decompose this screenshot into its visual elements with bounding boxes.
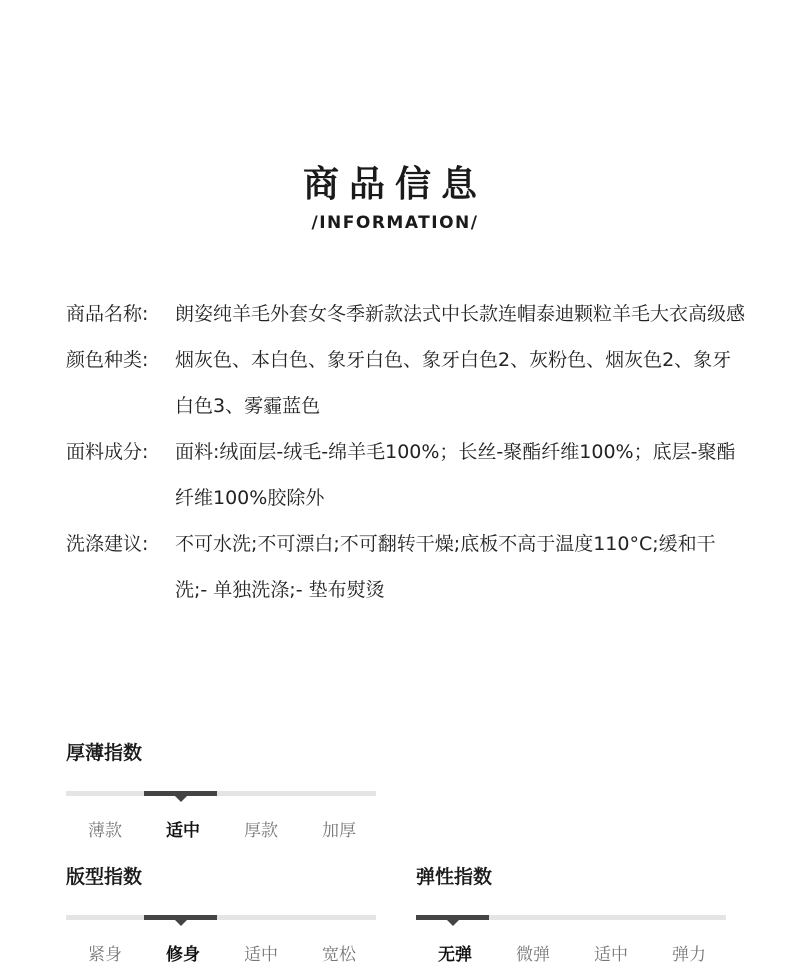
info-label: 面料成分: <box>66 441 149 463</box>
info-label: 颜色种类: <box>66 349 149 371</box>
elasticity-index-marker <box>416 915 489 920</box>
fit-option: 修身 <box>166 945 200 965</box>
fit-index-options <box>66 940 376 966</box>
thickness-index <box>66 740 376 842</box>
fit-index-title: 版型指数 <box>66 866 143 888</box>
info-label: 洗涤建议: <box>66 533 149 555</box>
elasticity-index-options <box>416 940 726 966</box>
thickness-index-title: 厚薄指数 <box>66 742 143 764</box>
info-value: 面料:绒面层-绒毛-绵羊毛100%；长丝-聚酯纤维100%；底层-聚酯纤维100%胶除外 <box>175 441 736 509</box>
thickness-index-track <box>66 791 376 796</box>
product-info-list <box>66 291 746 613</box>
info-row-colors <box>66 337 746 429</box>
elasticity-index-track <box>416 915 726 920</box>
thickness-option: 适中 <box>166 821 200 841</box>
fit-index-track <box>66 915 376 920</box>
elasticity-option: 适中 <box>594 945 628 965</box>
thickness-option: 加厚 <box>322 821 356 841</box>
info-value: 朗姿纯羊毛外套女冬季新款法式中长款连帽泰迪颗粒羊毛大衣高级感 <box>175 303 746 325</box>
page-subtitle: /INFORMATION/ <box>311 213 479 233</box>
info-row-washing <box>66 521 746 613</box>
fit-option: 适中 <box>244 945 278 965</box>
elasticity-option: 无弹 <box>438 945 472 965</box>
info-value: 不可水洗;不可漂白;不可翻转干燥;底板不高于温度110°C;缓和干洗;- 单独洗涤;- 垫布熨烫 <box>175 533 716 601</box>
info-row-product-name <box>66 291 746 337</box>
info-value: 烟灰色、本白色、象牙白色、象牙白色2、灰粉色、烟灰色2、象牙白色3、雾霾蓝色 <box>175 349 732 417</box>
thickness-option: 厚款 <box>244 821 278 841</box>
info-row-fabric <box>66 429 746 521</box>
thickness-index-options <box>66 816 376 842</box>
info-label: 商品名称: <box>66 303 149 325</box>
thickness-index-marker <box>144 791 217 796</box>
elasticity-option: 弹力 <box>672 945 706 965</box>
elasticity-index <box>416 864 726 966</box>
elasticity-index-title: 弹性指数 <box>416 866 493 888</box>
fit-option: 宽松 <box>322 945 356 965</box>
page-title: 商品信息 <box>302 164 487 205</box>
fit-option: 紧身 <box>88 945 122 965</box>
fit-index <box>66 864 376 966</box>
thickness-option: 薄款 <box>88 821 122 841</box>
elasticity-option: 微弹 <box>516 945 550 965</box>
fit-index-marker <box>144 915 217 920</box>
